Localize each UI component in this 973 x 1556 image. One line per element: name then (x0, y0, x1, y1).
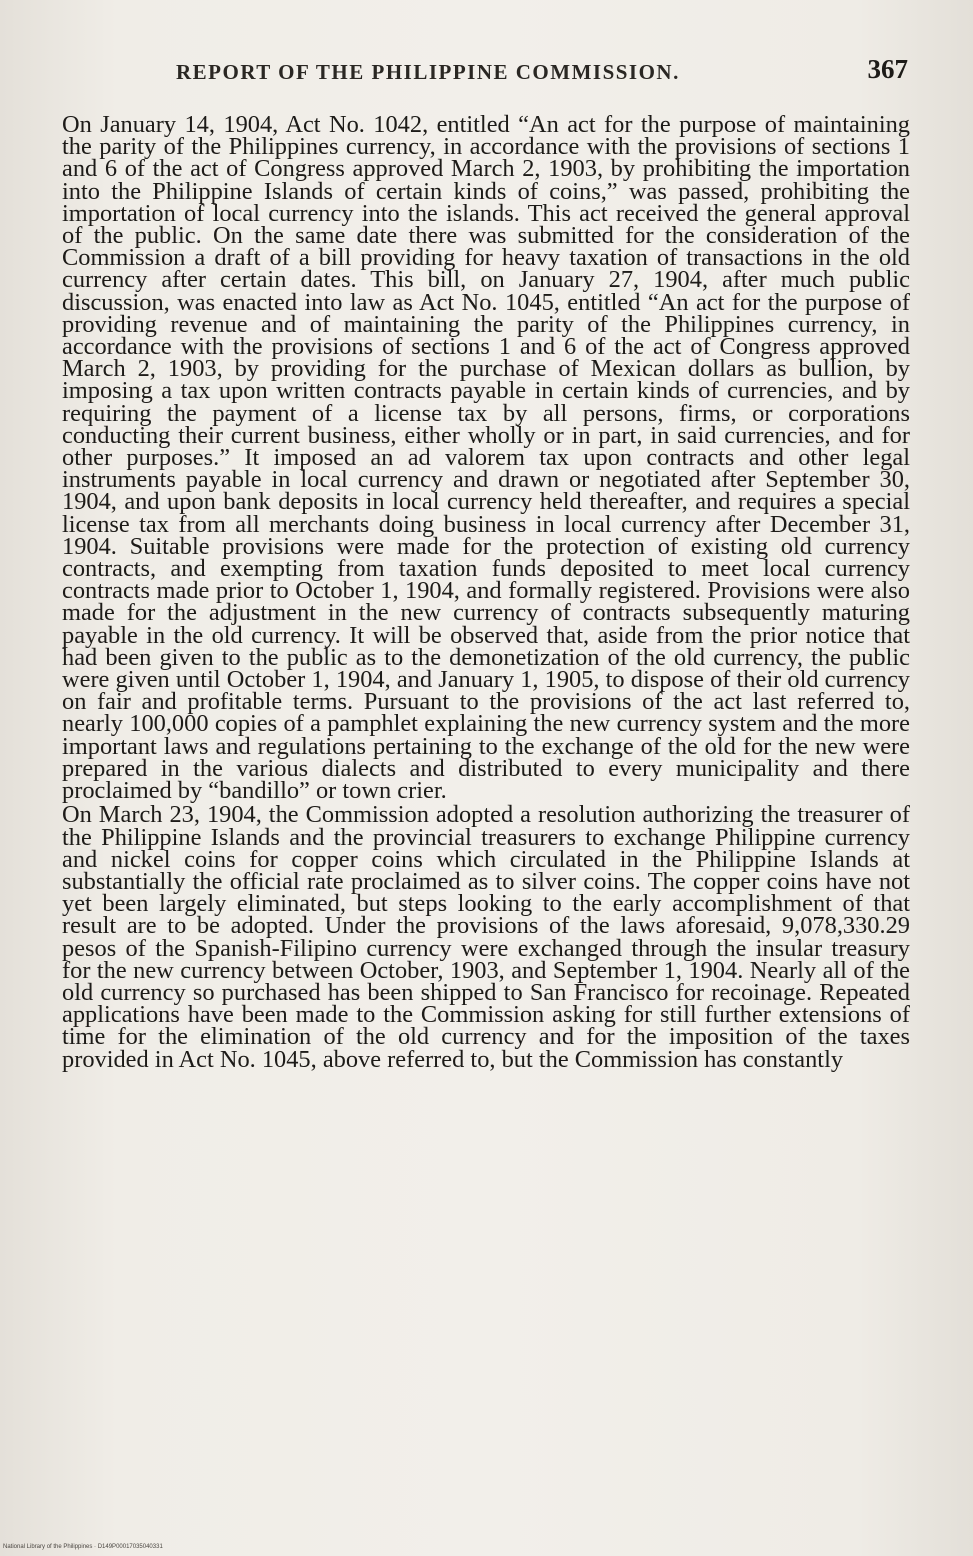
body-text (62, 111, 910, 1073)
page-header (60, 52, 916, 92)
paragraph-currency-acts: On January 14, 1904, Act No. 1042, entitled “An act for the purpose of maintaining the parity of the Philippines currency, in accordance with the provisions of sections 1 and 6 of the act of Congress approved March 2, 1903, by prohibiting the importation into the Philippine Islands of certain kinds of coins,” was passed, prohibiting the importation of local currency into the islands. This act received the general approval of the public. On the same date there was submitted for the consideration of the Commission a draft of a bill providing for heavy taxation of transactions in the old currency after certain dates. This bill, on January 27, 1904, after much public discussion, was enacted into law as Act No. 1045, entitled “An act for the purpose of providing revenue and of maintaining the parity of the Philippines currency, in accordance with the provisions of sections 1 and 6 of the act of Congress approved March 2, 1903, by providing for the purchase of Mexican dollars as bullion, by imposing a tax upon written contracts payable in certain kinds of currencies, and by requiring the payment of a license tax by all persons, firms, or corporations conducting their current business, either wholly or in part, in said currencies, and for other purposes.” It imposed an ad valorem tax upon contracts and other legal instruments payable in local currency and drawn or negotiated after September 30, 1904, and upon bank deposits in local currency held thereafter, and requires a special license tax from all merchants doing business in local currency after December 31, 1904. Suitable provisions were made for the protection of existing old currency contracts, and exempting from taxation funds deposited to meet local currency contracts made prior to October 1, 1904, and formally registered. Provisions were also made for the adjustment in the new currency of contracts subsequently maturing payable in the old currency. It will be observed that, aside from the prior notice that had been given to the public as to the demonetization of the old currency, the public were given until October 1, 1904, and January 1, 1905, to dispose of their old currency on fair and profitable terms. Pursuant to the provisions of the act last referred to, nearly 100,000 copies of a pamphlet explaining the new currency system and the more important laws and regulations pertaining to the exchange of the old for the new were prepared in the various dialects and distributed to every municipality and there proclaimed by “bandillo” or town crier. (62, 111, 910, 805)
page-number: 367 (867, 54, 908, 84)
running-title: REPORT OF THE PHILIPPINE COMMISSION. (176, 60, 680, 84)
paragraph-copper-coins: On March 23, 1904, the Commission adopted a resolution authorizing the treasurer of the Philippine Islands and the provincial treasurers to exchange Philippine currency and nickel coins for copper coins which circulated in the Philippine Islands at substantially the official rate proclaimed as to silver coins. The copper coins have not yet been largely eliminated, but steps looking to the early accomplishment of that result are to be adopted. Under the provisions of the laws aforesaid, 9,078,330.29 pesos of the Spanish-Filipino currency were exchanged through the insular treasury for the new currency between October, 1903, and September 1, 1904. Nearly all of the old currency so purchased has been shipped to San Francisco for recoinage. Repeated applications have been made to the Commission asking for still further extensions of time for the elimination of the old currency and for the imposition of the taxes provided in Act No. 1045, above referred to, but the Commission has constantly (62, 801, 910, 1073)
scan-source-note: National Library of the Philippines · D149P00017035040331 (3, 1544, 163, 1550)
